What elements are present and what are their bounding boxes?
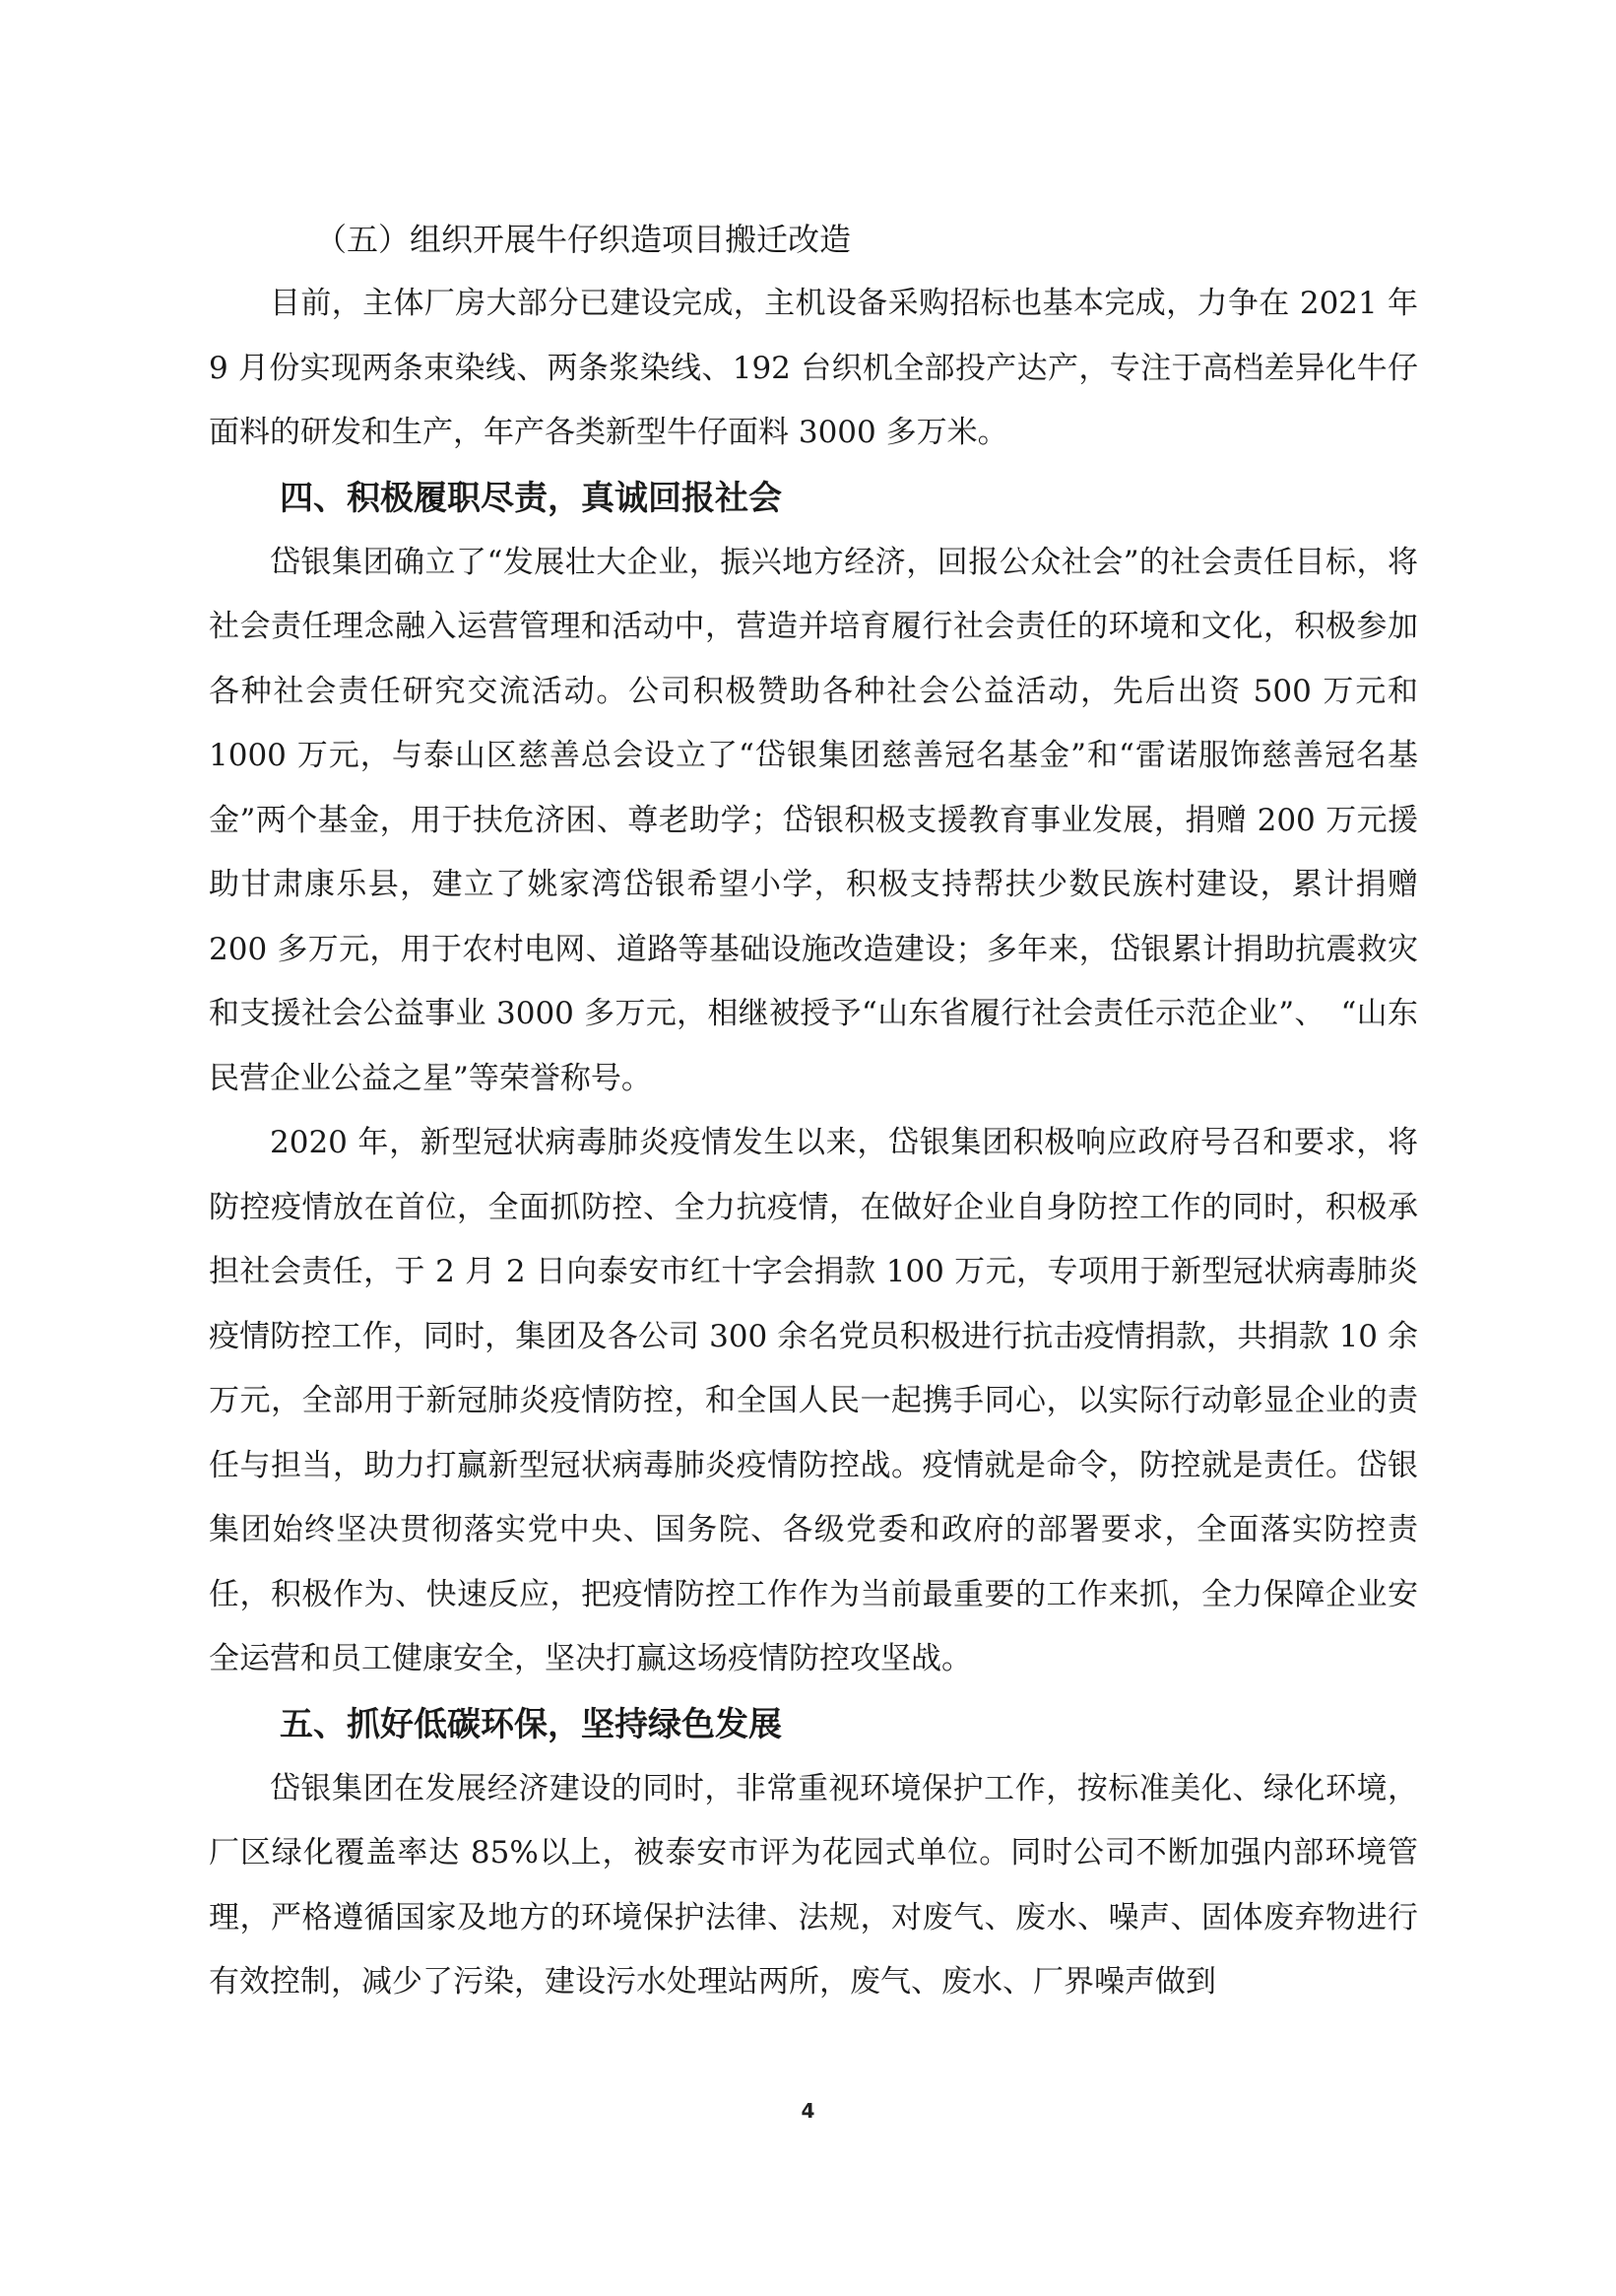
paragraph-environmental-protection: 岱银集团在发展经济建设的同时，非常重视环境保护工作，按标准美化、绿化环境，厂区绿化覆盖率达 85%以上，被泰安市评为花园式单位。同时公司不断加强内部环境管理，严格遵循国家及地方的环境保护法律、法规，对废气、废水、噪声、固体废弃物进行有效控制，减少了污染，建设污水处理站两所，废气、废水、厂界噪声做到 (209, 1770, 1418, 2000)
paragraph-social-responsibility: 岱银集团确立了“发展壮大企业，振兴地方经济，回报公众社会”的社会责任目标，将社会责任理念融入运营管理和活动中，营造并培育履行社会责任的环境和文化，积极参加各种社会责任研究交流活动。公司积极赞助各种社会公益活动，先后出资 500 万元和 1000 万元，与泰山区慈善总会设立了“岱银集团慈善冠名基金”和“雷诺服饰慈善冠名基金”两个基金，用于扶危济困、尊老助学；岱银积极支援教育事业发展，捐赠 200 万元援助甘肃康乐县，建立了姚家湾岱银希望小学，积极支持帮扶少数民族村建设，累计捐赠 200 多万元，用于农村电网、道路等基础设施改造建设；多年来，岱银累计捐助抗震救灾和支援社会公益事业 3000 多万元，相继被授予“山东省履行社会责任示范企业”、 “山东民营企业公益之星”等荣誉称号。 (209, 544, 1418, 1096)
section-heading-social-responsibility: 四、积极履职尽责，真诚回报社会 (280, 478, 782, 518)
subsection-heading: （五）组织开展牛仔织造项目搬迁改造 (315, 221, 852, 258)
paragraph-relocation: 目前，主体厂房大部分已建设完成，主机设备采购招标也基本完成，力争在 2021 年 9 月份实现两条束染线、两条浆染线、192 台织机全部投产达产，专注于高档差异化牛仔面料的研发和生产，年产各类新型牛仔面料 3000 多万米。 (209, 286, 1418, 450)
page-number: 4 (801, 2099, 815, 2123)
section-heading-green-development: 五、抓好低碳环保，坚持绿色发展 (280, 1704, 782, 1744)
document-body (209, 207, 1418, 2015)
paragraph-epidemic-response: 2020 年，新型冠状病毒肺炎疫情发生以来，岱银集团积极响应政府号召和要求，将防控疫情放在首位，全面抓防控、全力抗疫情，在做好企业自身防控工作的同时，积极承担社会责任，于 2 月 2 日向泰安市红十字会捐款 100 万元，专项用于新型冠状病毒肺炎疫情防控工作，同时，集团及各公司 300 余名党员积极进行抗击疫情捐款，共捐款 10 余万元，全部用于新冠肺炎疫情防控，和全国人民一起携手同心，以实际行动彰显企业的责任与担当，助力打赢新型冠状病毒肺炎疫情防控战。疫情就是命令，防控就是责任。岱银集团始终坚决贯彻落实党中央、国务院、各级党委和政府的部署要求，全面落实防控责任，积极作为、快速反应，把疫情防控工作作为当前最重要的工作来抓，全力保障企业安全运营和员工健康安全，坚决打赢这场疫情防控攻坚战。 (209, 1125, 1418, 1676)
